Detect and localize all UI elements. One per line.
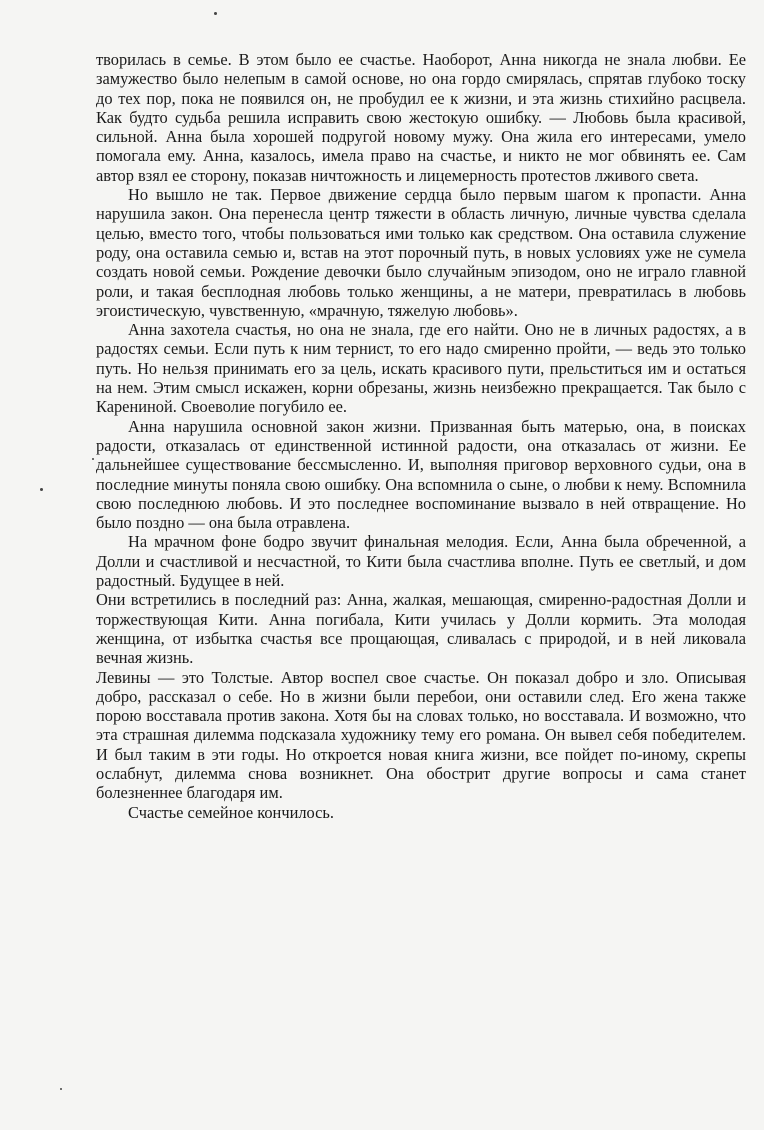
- scan-speck: [214, 12, 217, 15]
- scan-speck: [60, 1088, 62, 1090]
- paragraph-2: Но вышло не так. Первое движение сердца было первым шагом к пропасти. Анна нарушила закон. Она перенесла центр тяжести в область личную, личные чувства сделала целью, вместо того, чтобы пользоваться ими только как средством. Она оставила служение роду, она оставила семью и, встав на этот порочный путь, в новых условиях уже не сумела создать новой семьи. Рождение девочки было случайным эпизодом, оно не играло главной роли, и такая бесплодная любовь только женщины, а не матери, превратилась в любовь эгоистическую, чувственную, «мрачную, тяжелую любовь».: [96, 185, 746, 320]
- paragraph-1: творилась в семье. В этом было ее счастье. Наоборот, Анна никогда не знала любви. Ее замужество было нелепым в самой основе, но она гордо смирялась, спрятав глубоко тоску до тех пор, пока не появился он, не пробудил ее к жизни, и эта жизнь стихийно расцвела. Как будто судьба решила исправить свою жестокую ошибку. — Любовь была красивой, сильной. Анна была хорошей подругой новому мужу. Она жила его интересами, умело помогала ему. Анна, казалось, имела право на счастье, и никто не мог обвинять ее. Сам автор взял ее сторону, показав ничтожность и лицемерность протестов лживого света.: [96, 50, 746, 185]
- paragraph-8: Счастье семейное кончилось.: [128, 802, 334, 822]
- paragraph-6: Они встретились в последний раз: Анна, жалкая, мешающая, смиренно-радостная Долли и торжествующая Кити. Анна погибала, Кити училась у Долли кормить. Эта молодая женщина, от избытка счастья все прощающая, сливалась с природой, и в ней ликовала вечная жизнь.: [96, 590, 746, 668]
- body-text: [96, 50, 746, 822]
- paragraph-4: Анна нарушила основной закон жизни. Призванная быть матерью, она, в поисках радости, отказалась от единственной истинной радости, она отказалась от жизни. Ее дальнейшее существование бессмысленно. И, выполняя приговор верховного судьи, она в последние минуты поняла свою ошибку. Она вспомнила о сыне, о любви к нему. Вспомнила свою последнюю любовь. И это последнее воспоминание вызвало в ней отвращение. Но было поздно — она была отравлена.: [96, 416, 746, 533]
- paragraph-5: На мрачном фоне бодро звучит финальная мелодия. Если, Анна была обреченной, а Долли и счастливой и несчастной, то Кити была счастлива вполне. Путь ее светлый, и дом радостный. Будущее в ней.: [96, 532, 746, 591]
- scan-speck: [92, 458, 94, 460]
- paragraph-7: Левины — это Толстые. Автор воспел свое счастье. Он показал добро и зло. Описывая добро, рассказал о себе. Но в жизни были перебои, они оставили след. Его жена также порою восставала против закона. Хотя бы на словах только, но восставала. И возможно, что эта страшная дилемма подсказала художнику тему его романа. Он вывел себя победителем. И был таким в эти годы. Но откроется новая книга жизни, все пойдет по-иному, скрепы ослабнут, дилемма снова возникнет. Она обострит другие вопросы и сама станет болезненнее благодаря им.: [96, 667, 746, 803]
- scan-speck: [40, 488, 43, 491]
- paragraph-3: Анна захотела счастья, но она не знала, где его найти. Оно не в личных радостях, а в радостях семьи. Если путь к ним тернист, то его надо смиренно пройти, — ведь это только путь. Но нельзя принимать его за цель, искать красивого пути, прельститься им и остаться на нем. Этим смысл искажен, корни обрезаны, жизнь неизбежно прекращается. Так было с Карениной. Своеволие погубило ее.: [96, 320, 746, 417]
